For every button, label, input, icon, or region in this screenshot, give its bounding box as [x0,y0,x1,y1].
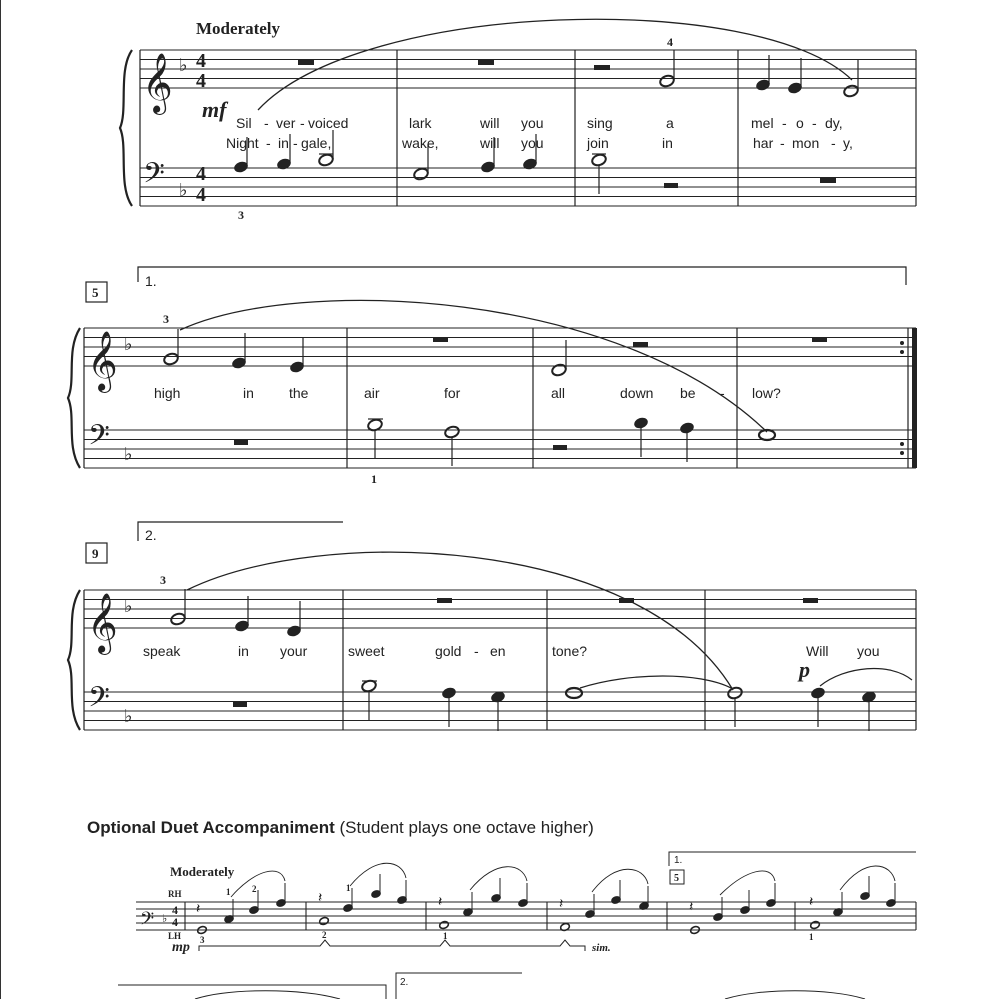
dynamic-mp: mp [172,940,190,955]
duet-first-ending-bracket [669,852,916,866]
duet-notes [196,863,896,934]
duet-tempo: Moderately [170,864,235,879]
system1-bass-staff [140,168,916,206]
svg-text:1: 1 [226,887,231,897]
lyrics-system2 [154,385,781,401]
flat-key-signature-icon: ♭ [179,55,188,76]
svg-text:-: - [474,643,479,659]
flat-key-signature-icon: ♭ [124,334,133,355]
svg-text:will: will [480,135,500,151]
whole-note [319,916,330,925]
duet-measure-number: 5 [674,873,679,884]
first-ending-label: 1. [145,273,157,289]
svg-text:2: 2 [252,884,257,894]
fingering-number: 3 [238,208,244,222]
svg-text:-: - [812,115,817,131]
lyrics-system3 [143,643,880,659]
duet-heading-bold: Optional Duet Accompaniment [87,818,335,837]
half-rest-icon [553,445,567,450]
tempo-marking: Moderately [196,19,281,38]
flat-key-signature-icon: ♭ [179,180,188,201]
svg-text:sing: sing [587,115,613,131]
svg-text:all: all [551,385,566,401]
svg-text:you: you [521,135,544,151]
system3-bass-notes [361,679,877,731]
fingering-number: 3 [163,312,169,326]
svg-text:y,: y, [843,135,853,151]
fingering-number: 4 [667,35,673,49]
repeat-sign-icon [912,328,917,468]
system1-treble-notes [659,50,860,98]
svg-text:3: 3 [200,935,205,945]
fingering-number: 3 [160,573,166,587]
svg-text:sweet: sweet [348,643,385,659]
system1-treble-staff [140,50,916,88]
phrase-slur [840,866,895,890]
duet-second-ending-bracket [396,973,522,999]
system3-treble-staff [84,590,916,628]
phrase-slur [725,991,865,999]
whole-rest-icon [803,598,818,603]
time-signature-bottom: 4 [196,184,206,206]
system2-barlines [84,328,908,468]
bass-clef-icon: 𝄢 [143,157,165,197]
duet-heading-note: (Student plays one octave higher) [339,818,594,837]
svg-text:for: for [444,385,461,401]
svg-text:wake,: wake, [402,135,439,151]
dynamic-mf: mf [202,97,227,122]
dynamic-p: p [799,657,810,682]
duet-first-ending-label: 1. [674,855,683,866]
svg-text:high: high [154,385,181,401]
svg-text:ver: ver [276,115,296,131]
quarter-rest-icon: 𝄽 [689,899,694,915]
treble-clef-icon: 𝄞 [87,331,118,391]
pedal-marking [199,940,585,951]
svg-text:-: - [780,135,785,151]
svg-text:join: join [587,135,609,151]
svg-text:2: 2 [322,930,327,940]
sim-marking: sim. [592,942,611,954]
half-rest-icon [633,342,648,347]
lyrics-system1-verse1 [236,115,843,131]
whole-rest-icon [478,60,494,65]
svg-text:be: be [680,385,696,401]
svg-text:you: you [521,115,544,131]
whole-note [439,920,450,929]
svg-text:you: you [857,643,880,659]
system2-treble-notes [163,329,568,377]
half-rest-icon [664,183,678,188]
phrase-slur [195,991,340,999]
svg-text:will: will [480,115,500,131]
svg-text:1: 1 [346,883,351,893]
duet-accompaniment [118,852,916,999]
quarter-rest-icon: 𝄽 [438,894,443,910]
duet-staff [136,902,916,930]
phrase-slur [187,552,733,690]
first-ending-bracket [138,267,906,285]
flat-key-signature-icon: ♭ [162,912,168,925]
whole-rest-icon [433,337,448,342]
svg-text:-: - [782,115,787,131]
svg-text:mon: mon [792,135,820,151]
svg-text:en: en [490,643,506,659]
repeat-dots [900,341,904,455]
bass-clef-icon: 𝄢 [140,909,155,934]
treble-clef-icon: 𝄞 [142,53,173,113]
svg-text:a: a [666,115,674,131]
svg-text:-: - [831,135,836,151]
svg-text:in: in [243,385,254,401]
quarter-rest-icon: 𝄽 [559,896,564,912]
brace-icon [68,590,80,730]
svg-text:in: in [662,135,673,151]
svg-text:low?: low? [752,385,781,401]
time-signature-top: 4 [196,50,206,72]
svg-text:down: down [620,385,654,401]
quarter-rest-icon: 𝄽 [318,890,323,906]
svg-text:1: 1 [443,931,448,941]
system-3 [68,522,916,731]
whole-rest-icon [812,337,827,342]
time-signature-bottom: 4 [196,163,206,185]
svg-text:mel: mel [751,115,774,131]
svg-text:air: air [364,385,380,401]
svg-text:Will: Will [806,643,829,659]
duet-first-ending-bracket-row2 [118,985,386,999]
whole-rest-icon [234,440,248,445]
whole-rest-icon [437,598,452,603]
brace-icon [120,50,132,206]
system2-bass-staff [84,430,916,468]
svg-text:Night: Night [226,135,259,151]
rh-label: RH [168,889,182,899]
svg-text:lark: lark [409,115,432,131]
svg-text:-: - [264,115,269,131]
quarter-rest-icon: 𝄽 [809,894,814,910]
tie [580,676,731,688]
whole-rest-icon [233,702,247,707]
system3-barlines [84,590,916,730]
bass-clef-icon: 𝄢 [88,681,110,721]
svg-text:gale,: gale, [301,135,332,151]
svg-text:gold: gold [435,643,462,659]
measure-number: 9 [92,546,99,561]
svg-text:your: your [280,643,308,659]
flat-key-signature-icon: ♭ [124,444,133,465]
duet-heading [87,818,594,838]
system2-treble-staff [84,328,916,366]
lh-label: LH [168,931,182,941]
phrase-slur [720,871,775,895]
svg-text:1: 1 [809,932,814,942]
measure-number: 5 [92,285,99,300]
treble-clef-icon: 𝄞 [87,593,118,653]
svg-text:tone?: tone? [552,643,588,659]
fingering-number: 1 [371,472,377,486]
phrase-slur [820,669,912,686]
half-rest-icon [594,65,610,70]
time-signature-bottom: 4 [172,915,178,929]
time-signature-top: 4 [196,70,206,92]
svg-text:Sil: Sil [236,115,252,131]
svg-text:-: - [720,385,725,401]
phrase-slur [258,19,852,110]
svg-text:in: in [238,643,249,659]
system-1 [120,19,916,222]
svg-text:voiced: voiced [308,115,349,131]
duet-second-ending-label: 2. [400,977,409,988]
svg-text:o: o [796,115,804,131]
flat-key-signature-icon: ♭ [124,706,133,727]
svg-text:the: the [289,385,309,401]
bass-clef-icon: 𝄢 [88,419,110,459]
lyrics-system1-verse2 [226,135,853,151]
svg-text:in: in [278,135,289,151]
flat-key-signature-icon: ♭ [124,596,133,617]
time-signature-top: 4 [172,903,178,917]
whole-rest-icon [298,60,314,65]
system3-treble-notes [170,589,302,637]
second-ending-label: 2. [145,527,157,543]
svg-text:har: har [753,135,774,151]
svg-text:dy,: dy, [825,115,843,131]
whole-note [810,920,821,929]
svg-text:-: - [266,135,271,151]
system-2 [68,267,917,486]
brace-icon [68,328,80,468]
svg-text:speak: speak [143,643,181,659]
whole-rest-icon [820,178,836,183]
phrase-slur [350,863,406,886]
phrase-slur [470,867,527,890]
quarter-rest-icon: 𝄽 [196,901,201,917]
second-ending-bracket [138,522,343,541]
svg-text:-: - [293,135,298,151]
svg-text:-: - [300,115,305,131]
